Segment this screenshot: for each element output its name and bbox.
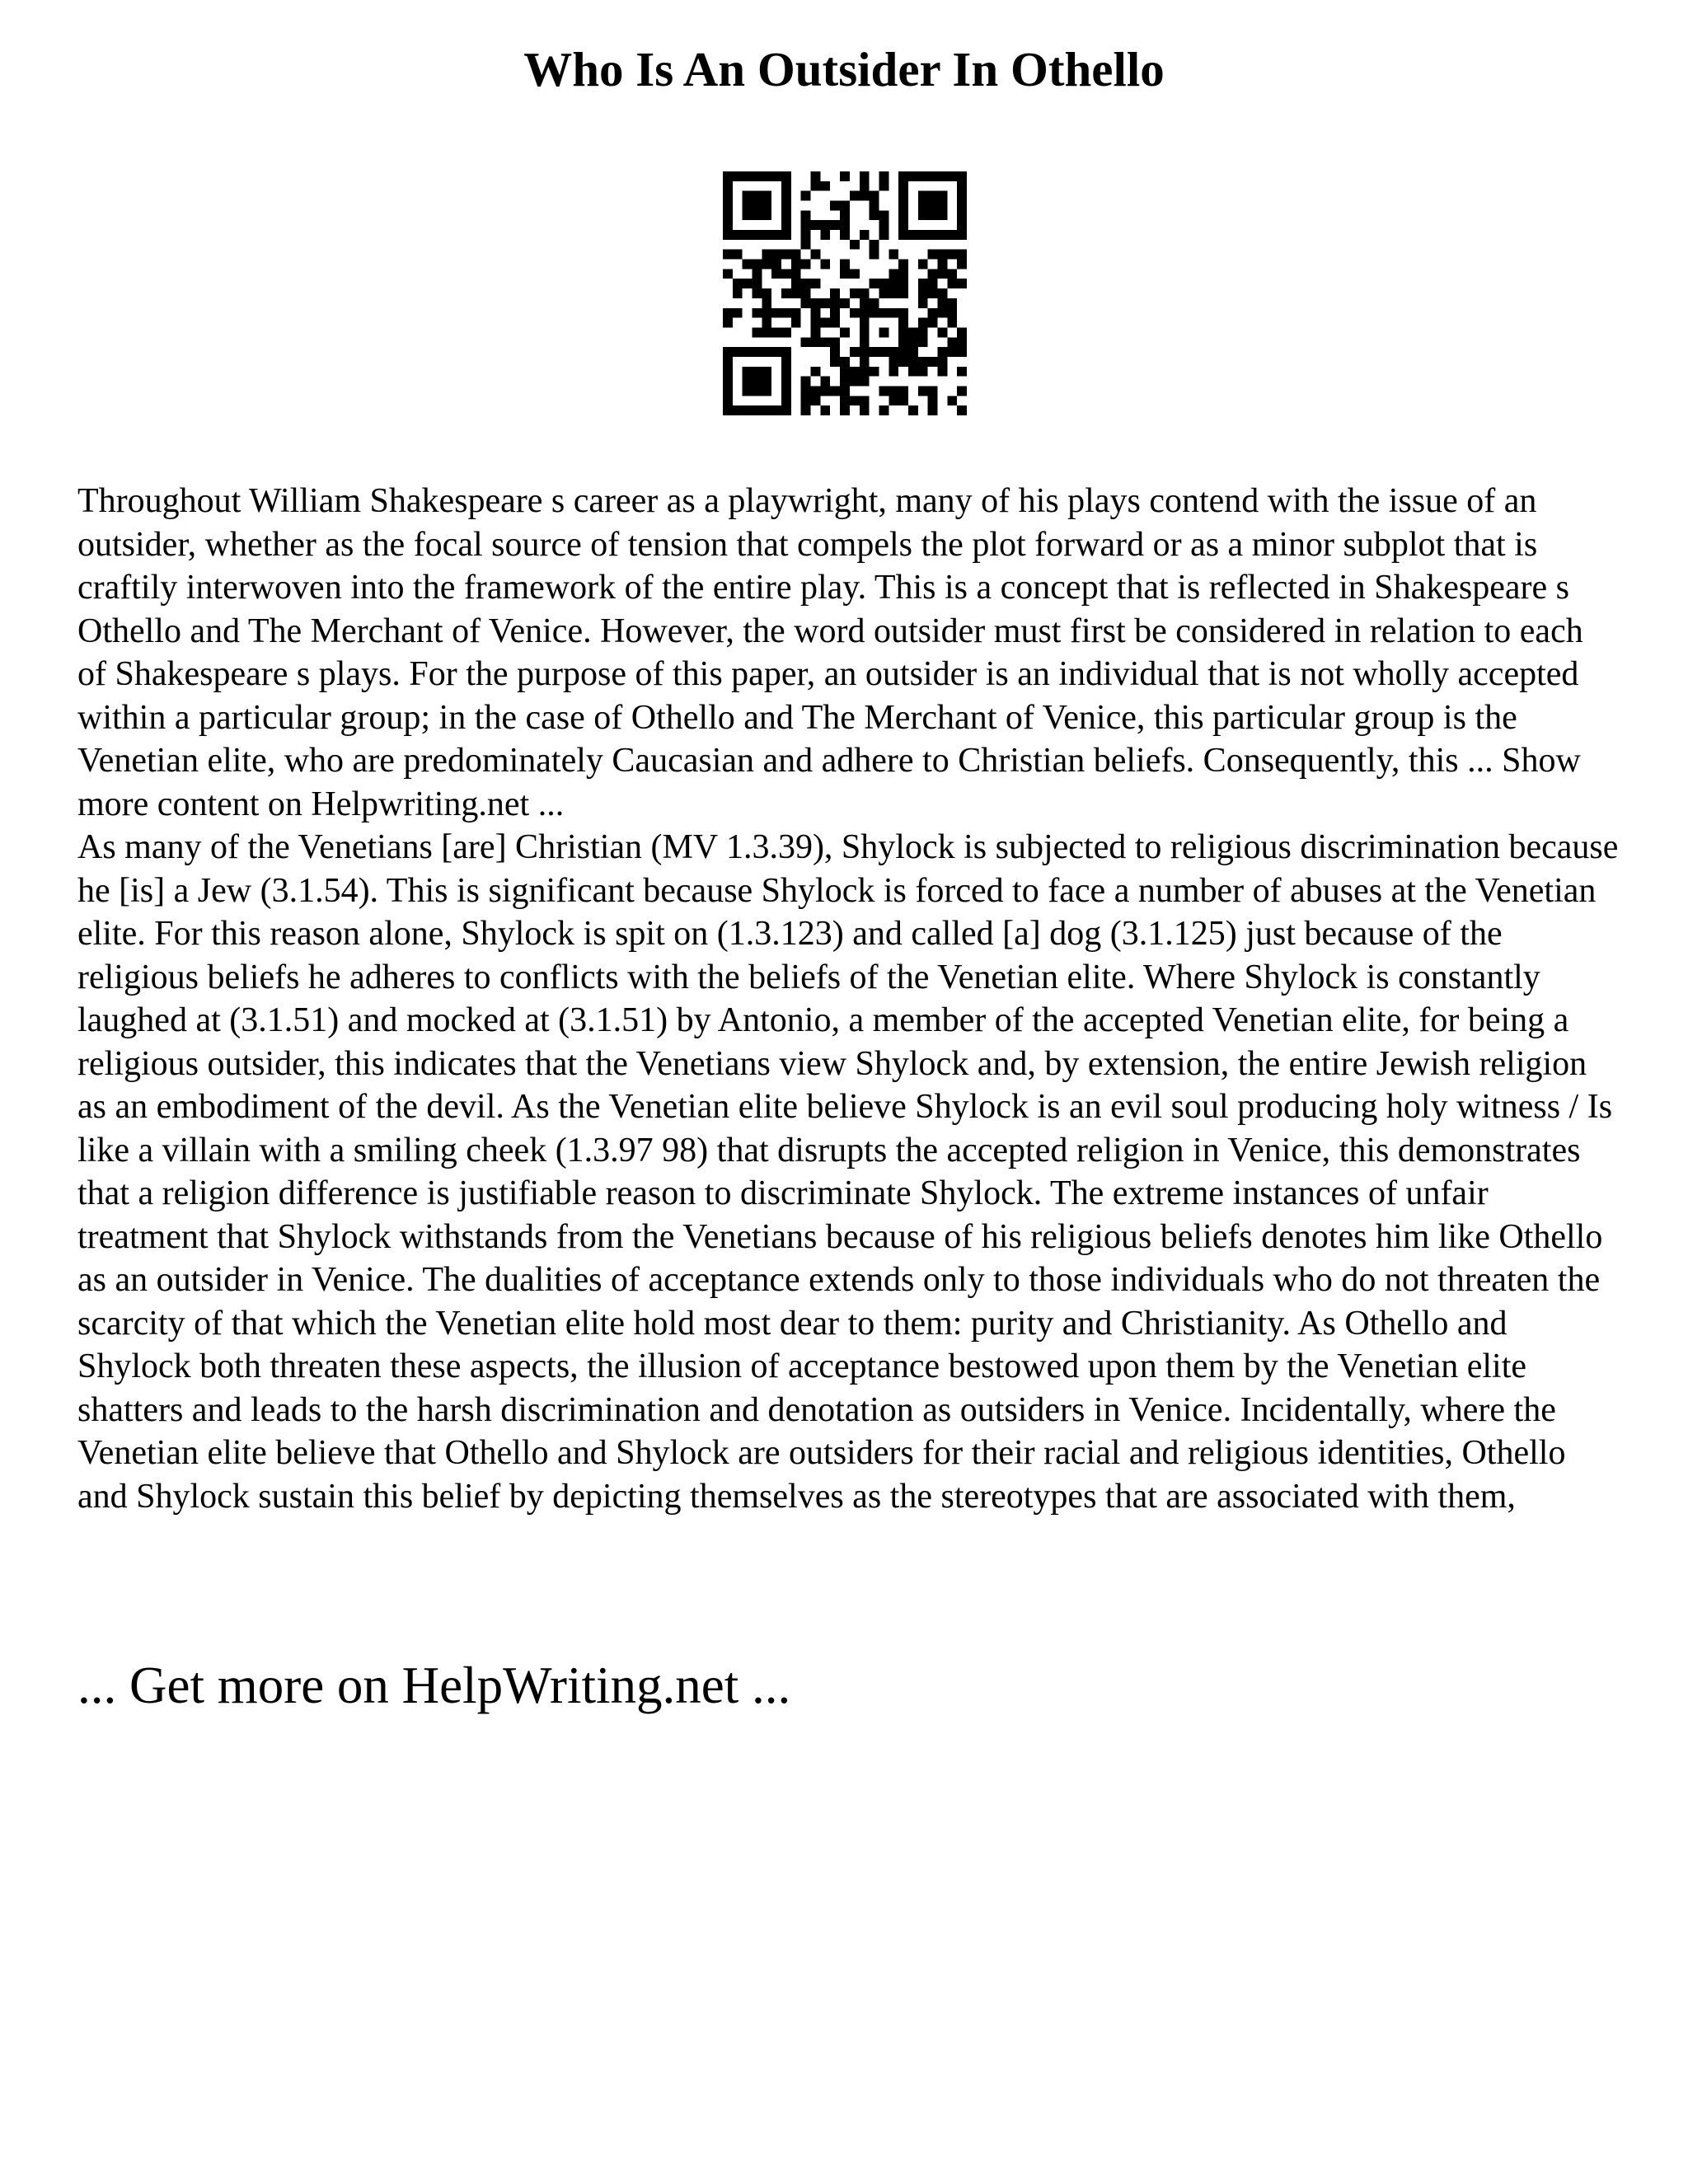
qr-code-icon[interactable] <box>723 171 967 415</box>
article-paragraph-1: Throughout William Shakespeare s career as a playwright, many of his plays contend with the issue of an outsider, whether as the focal source of tension that compels the plot forward or as a minor subplot that is craftily interwoven into the framework of the entire play. This is a concept that is reflected in Shakespeare s Othello and The Merchant of Venice. However, the word outsider must first be considered in relation to each of Shakespeare s plays. For the purpose of this paper, an outsider is an individual that is not wholly accepted within a particular group; in the case of Othello and The Merchant of Venice, this particular group is the Venetian elite, who are predominately Caucasian and adhere to Christian beliefs. Consequently, this ... Show more content on Helpwriting.net ... <box>77 482 1583 823</box>
get-more-link[interactable]: ... Get more on HelpWriting.net ... <box>77 1657 791 1714</box>
page-title: Who Is An Outsider In Othello <box>523 42 1165 96</box>
article-body <box>77 480 1620 1518</box>
article-paragraph-2: As many of the Venetians [are] Christian (MV 1.3.39), Shylock is subjected to religious discrimination because he [is] a Jew (3.1.54). This is significant because Shylock is forced to face a number of abuses at the Venetian elite. For this reason alone, Shylock is spit on (1.3.123) and called [a] dog (3.1.125) just because of the religious beliefs he adheres to conflicts with the beliefs of the Venetian elite. Where Shylock is constantly laughed at (3.1.51) and mocked at (3.1.51) by Antonio, a member of the accepted Venetian elite, for being a religious outsider, this indicates that the Venetians view Shylock and, by extension, the entire Jewish religion as an embodiment of the devil. As the Venetian elite believe Shylock is an evil soul producing holy witness / Is like a villain with a smiling cheek (1.3.97 98) that disrupts the accepted religion in Venice, this demonstrates that a religion difference is justifiable reason to discriminate Shylock. The extreme instances of unfair treatment that Shylock withstands from the Venetians because of his religious beliefs denotes him like Othello as an outsider in Venice. The dualities of acceptance extends only to those individuals who do not threaten the scarcity of that which the Venetian elite hold most dear to them: purity and Christianity. As Othello and Shylock both threaten these aspects, the illusion of acceptance bestowed upon them by the Venetian elite shatters and leads to the harsh discrimination and denotation as outsiders in Venice. Incidentally, where the Venetian elite believe that Othello and Shylock are outsiders for their racial and religious identities, Othello and Shylock sustain this belief by depicting themselves as the stereotypes that are associated with them, <box>77 828 1619 1516</box>
